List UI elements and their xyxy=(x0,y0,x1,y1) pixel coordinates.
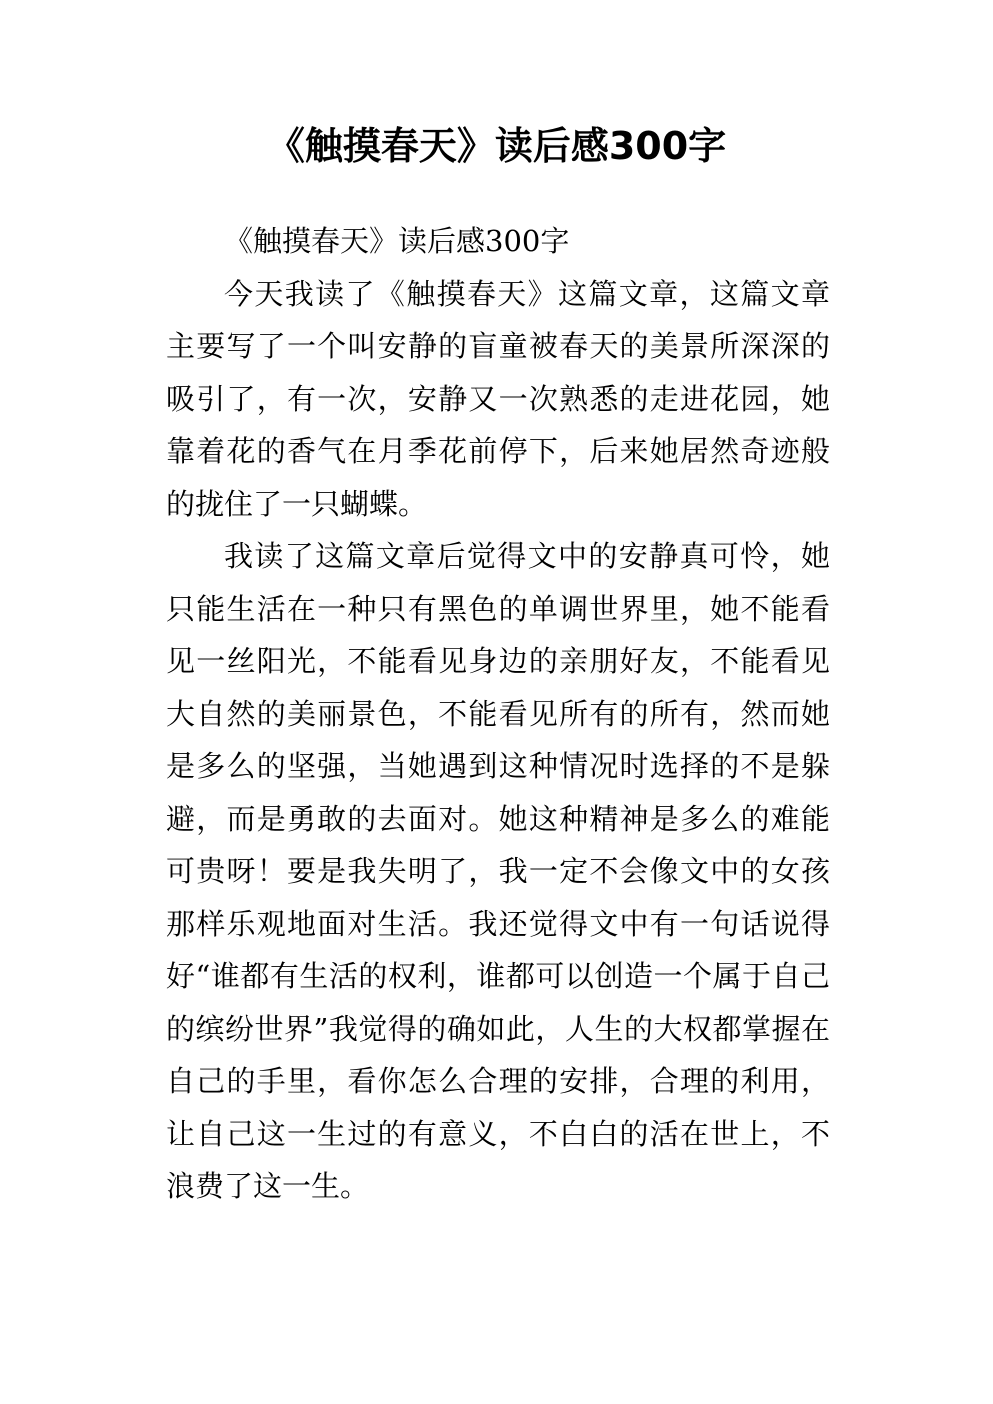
subtitle-paragraph: 《触摸春天》读后感300字 xyxy=(224,224,570,258)
document-body xyxy=(166,215,830,1213)
summary-paragraph: 今天我读了《触摸春天》这篇文章，这篇文章主要写了一个叫安静的盲童被春天的美景所深深的吸引了，有一次，安静又一次熟悉的走进花园，她靠着花的香气在月季花前停下，后来她居然奇迹般的拢住了一只蝴蝶。 xyxy=(166,276,830,521)
document-title: 《触摸春天》读后感300字 xyxy=(266,124,727,168)
reflection-paragraph: 我读了这篇文章后觉得文中的安静真可怜，她只能生活在一种只有黑色的单调世界里，她不能看见一丝阳光，不能看见身边的亲朋好友，不能看见大自然的美丽景色，不能看见所有的所有，然而她是多么的坚强，当她遇到这种情况时选择的不是躲避，而是勇敢的去面对。她这种精神是多么的难能可贵呀！要是我失明了，我一定不会像文中的女孩那样乐观地面对生活。我还觉得文中有一句话说得好“谁都有生活的权利，谁都可以创造一个属于自己的缤纷世界”我觉得的确如此，人生的大权都掌握在自己的手里，看你怎么合理的安排，合理的利用，让自己这一生过的有意义，不白白的活在世上，不浪费了这一生。 xyxy=(166,539,830,1203)
